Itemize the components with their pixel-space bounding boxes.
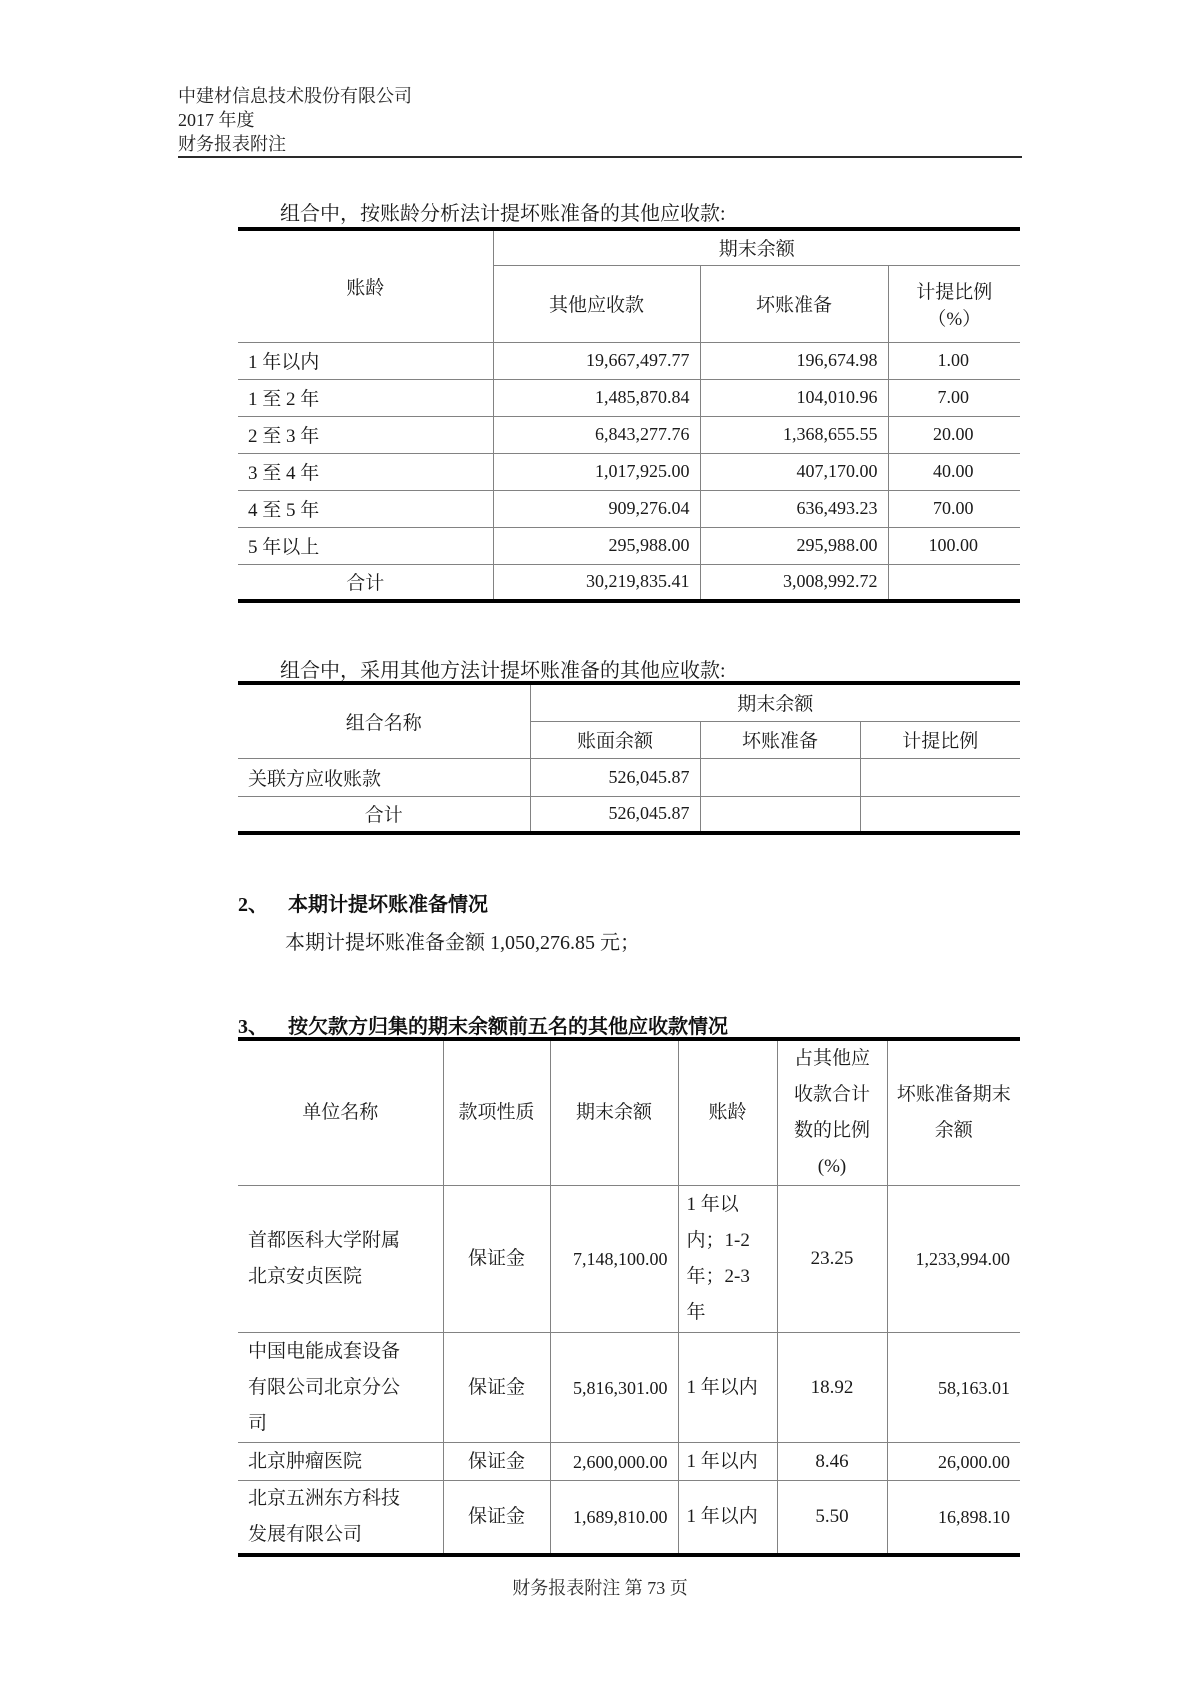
- unit-name-cell: 北京肿瘤医院: [238, 1443, 443, 1481]
- aging-cell: 1 年以内: [678, 1481, 777, 1556]
- aging-cell: 1 年以内；1-2 年；2-3 年: [678, 1186, 777, 1333]
- ratio-cell: 1.00: [888, 342, 1020, 379]
- balance-header-cell: 期末余额: [550, 1039, 678, 1186]
- table-row: [238, 379, 1020, 416]
- total-row: [238, 796, 1020, 833]
- section3-title: 按欠款方归集的期末余额前五名的其他应收款情况: [288, 1016, 728, 1038]
- ratio-header-line1: 计提比例: [916, 281, 993, 303]
- amount-cell: 295,988.00: [493, 527, 700, 564]
- table-row: [238, 490, 1020, 527]
- header-rule: [178, 156, 1022, 158]
- ratio-header-line2: （%）: [927, 308, 982, 330]
- provision-cell: 295,988.00: [700, 527, 888, 564]
- portfolio-name-cell: 关联方应收账款: [238, 758, 530, 796]
- table-header-row: [238, 683, 1020, 721]
- provision-cell: 104,010.96: [700, 379, 888, 416]
- book-balance-cell: 526,045.87: [530, 758, 700, 796]
- table-row: [238, 1186, 1020, 1333]
- total-amount-cell: 30,219,835.41: [493, 564, 700, 601]
- aging-header-cell: 账龄: [678, 1039, 777, 1186]
- section2-heading: [238, 888, 1020, 917]
- bad-debt-provision-header-cell: 坏账准备: [700, 265, 888, 342]
- section3-number: 3、: [238, 1016, 268, 1038]
- aging-table-title: 组合中，按账龄分析法计提坏账准备的其他应收款:: [280, 203, 726, 225]
- provision-cell: 1,368,655.55: [700, 416, 888, 453]
- aging-cell: 5 年以上: [238, 527, 493, 564]
- provision-cell: 16,898.10: [938, 1507, 1010, 1527]
- section3-heading: [238, 1010, 1020, 1039]
- table-row: [238, 1333, 1020, 1443]
- balance-cell: 1,689,810.00: [550, 1481, 678, 1556]
- total-row: [238, 564, 1020, 601]
- aging-cell: 2 至 3 年: [238, 416, 493, 453]
- fiscal-year: 2017 年度: [178, 110, 255, 130]
- percentage-cell: 8.46: [777, 1443, 887, 1481]
- balance-cell: 7,148,100.00: [550, 1186, 678, 1333]
- provision-cell: 636,493.23: [700, 490, 888, 527]
- ratio-cell: 7.00: [888, 379, 1020, 416]
- book-balance-header-cell: 账面余额: [530, 721, 700, 758]
- ratio-cell: 100.00: [888, 527, 1020, 564]
- document-name: 财务报表附注: [178, 134, 286, 154]
- top5-receivables-table: [238, 1037, 1020, 1557]
- unit-name-header-cell: 单位名称: [238, 1039, 443, 1186]
- nature-cell: 保证金: [443, 1443, 550, 1481]
- table-row: [238, 527, 1020, 564]
- percentage-cell: 18.92: [777, 1333, 887, 1443]
- total-label-cell: 合计: [238, 564, 493, 601]
- total-ratio-cell: [888, 564, 1020, 601]
- unit-name-cell: 北京五洲东方科技发展有限公司: [238, 1481, 443, 1556]
- aging-header-cell: 账龄: [238, 229, 493, 342]
- aging-cell: 3 至 4 年: [238, 453, 493, 490]
- unit-name-cell: 首都医科大学附属北京安贞医院: [238, 1186, 443, 1333]
- amount-cell: 19,667,497.77: [493, 342, 700, 379]
- aging-cell: 1 年以内: [678, 1333, 777, 1443]
- nature-header-cell: 款项性质: [443, 1039, 550, 1186]
- period-end-balance-header-cell: 期末余额: [493, 229, 1020, 265]
- aging-cell: 1 至 2 年: [238, 379, 493, 416]
- amount-cell: 909,276.04: [493, 490, 700, 527]
- aging-cell: 4 至 5 年: [238, 490, 493, 527]
- percentage-header-cell: 占其他应收款合计数的比例(%): [777, 1039, 887, 1186]
- aging-analysis-table: [238, 227, 1020, 603]
- page-footer: 财务报表附注 第 73 页: [512, 1578, 688, 1598]
- table-row: [238, 758, 1020, 796]
- provision-cell: 407,170.00: [700, 453, 888, 490]
- nature-cell: 保证金: [443, 1481, 550, 1556]
- portfolio-name-header-cell: 组合名称: [238, 683, 530, 758]
- total-ratio-cell: [860, 796, 1020, 833]
- nature-cell: 保证金: [443, 1186, 550, 1333]
- total-provision-cell: [700, 796, 860, 833]
- table-row: [238, 1481, 1020, 1556]
- percentage-cell: 5.50: [777, 1481, 887, 1556]
- balance-cell: 5,816,301.00: [550, 1333, 678, 1443]
- section2-title: 本期计提坏账准备情况: [288, 894, 488, 916]
- provision-cell: [700, 758, 860, 796]
- amount-cell: 6,843,277.76: [493, 416, 700, 453]
- balance-cell: 2,600,000.00: [550, 1443, 678, 1481]
- table-header-row: [238, 229, 1020, 265]
- section2-body-text: 本期计提坏账准备金额 1,050,276.85 元；: [285, 932, 640, 954]
- other-receivables-header-cell: 其他应收款: [493, 265, 700, 342]
- section2-number: 2、: [238, 894, 268, 916]
- table-row: [238, 1443, 1020, 1481]
- document-header: [178, 84, 1022, 156]
- provision-balance-header-cell: 坏账准备期末余额: [887, 1039, 1020, 1186]
- percentage-cell: 23.25: [777, 1186, 887, 1333]
- bad-debt-provision-header-cell: 坏账准备: [700, 721, 860, 758]
- total-book-balance-cell: 526,045.87: [530, 796, 700, 833]
- period-end-balance-header-cell: 期末余额: [530, 683, 1020, 721]
- ratio-cell: 20.00: [888, 416, 1020, 453]
- unit-name-cell: 中国电能成套设备有限公司北京分公司: [238, 1333, 443, 1443]
- table-row: [238, 416, 1020, 453]
- aging-cell: 1 年以内: [238, 342, 493, 379]
- company-name: 中建材信息技术股份有限公司: [178, 86, 412, 106]
- total-label-cell: 合计: [238, 796, 530, 833]
- provision-cell: 26,000.00: [887, 1443, 1020, 1481]
- table-row: [238, 342, 1020, 379]
- table-row: [238, 453, 1020, 490]
- total-provision-cell: 3,008,992.72: [700, 564, 888, 601]
- provision-cell: 196,674.98: [700, 342, 888, 379]
- ratio-cell: 40.00: [888, 453, 1020, 490]
- provision-cell: 1,233,994.00: [887, 1186, 1020, 1333]
- table-header-row: [238, 1039, 1020, 1186]
- provision-cell: 58,163.01: [887, 1333, 1020, 1443]
- ratio-cell: 70.00: [888, 490, 1020, 527]
- other-method-table-title: 组合中，采用其他方法计提坏账准备的其他应收款:: [280, 660, 726, 682]
- nature-cell: 保证金: [443, 1333, 550, 1443]
- provision-ratio-header-cell: [888, 265, 1020, 342]
- amount-cell: 1,485,870.84: [493, 379, 700, 416]
- provision-ratio-header-cell: 计提比例: [860, 721, 1020, 758]
- amount-cell: 1,017,925.00: [493, 453, 700, 490]
- aging-cell: 1 年以内: [678, 1443, 777, 1481]
- ratio-cell: [860, 758, 1020, 796]
- other-method-table: [238, 681, 1020, 835]
